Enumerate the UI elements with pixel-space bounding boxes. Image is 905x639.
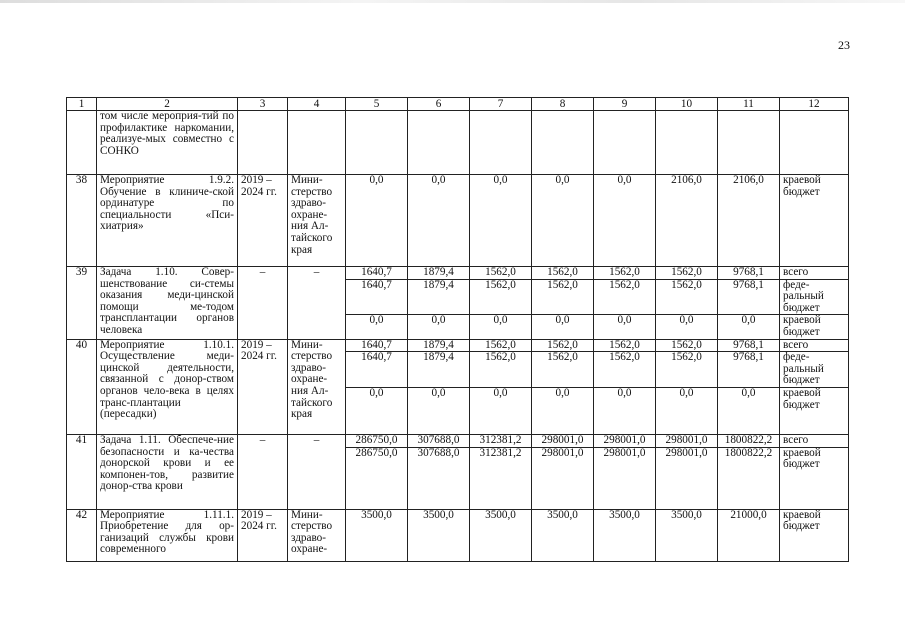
value-total: 9768,1	[718, 279, 780, 315]
value-2019: 286750,0	[346, 434, 408, 447]
row-number: 41	[67, 434, 97, 509]
scan-edge	[0, 0, 905, 3]
value-2020: 1879,4	[408, 267, 470, 280]
row-number: 38	[67, 175, 97, 267]
value-2020: 307688,0	[408, 447, 470, 509]
value-2021: 0,0	[470, 175, 532, 267]
value-2022: 0,0	[532, 315, 594, 339]
row-number: 42	[67, 509, 97, 561]
value-2022: 1562,0	[532, 279, 594, 315]
value-2022: 1562,0	[532, 339, 594, 352]
executor-cell	[288, 111, 346, 175]
value-total: 9768,1	[718, 267, 780, 280]
value-2020: 0,0	[408, 175, 470, 267]
value-2022: 0,0	[532, 387, 594, 434]
program-table	[66, 97, 849, 562]
column-number: 10	[656, 98, 718, 111]
value-2022: 3500,0	[532, 509, 594, 561]
table-row-39	[67, 267, 849, 280]
column-number: 8	[532, 98, 594, 111]
column-number: 3	[238, 98, 288, 111]
activity-name: Мероприятие 1.9.2. Обучение в клиниче-ской ординатуре по специальности «Пси-хиатрия»	[97, 175, 238, 267]
value-2021: 3500,0	[470, 509, 532, 561]
value-2020: 1879,4	[408, 352, 470, 388]
value-total: 9768,1	[718, 339, 780, 352]
value-2021: 1562,0	[470, 352, 532, 388]
value-2023: 1562,0	[594, 352, 656, 388]
table-row-38	[67, 175, 849, 267]
value-2020: 1879,4	[408, 279, 470, 315]
executor-cell: Мини-стерство здраво-охране-ния Ал-тайского края	[288, 339, 346, 434]
value-2022: 1562,0	[532, 267, 594, 280]
period-cell: 2019 – 2024 гг.	[238, 339, 288, 434]
value-2020: 0,0	[408, 387, 470, 434]
value-2019: 0,0	[346, 175, 408, 267]
table-row-42	[67, 509, 849, 561]
value-2019: 0,0	[346, 315, 408, 339]
value-2023: 0,0	[594, 387, 656, 434]
column-number: 12	[780, 98, 849, 111]
executor-cell: –	[288, 267, 346, 340]
row-number	[67, 111, 97, 175]
value-2019: 3500,0	[346, 509, 408, 561]
funding-source: всего	[780, 434, 849, 447]
value-total: 21000,0	[718, 509, 780, 561]
value-2021: 1562,0	[470, 267, 532, 280]
funding-source: феде-ральный бюджет	[780, 279, 849, 315]
value-2021: 0,0	[470, 315, 532, 339]
table-row-40	[67, 339, 849, 352]
column-number: 6	[408, 98, 470, 111]
value-2023: 298001,0	[594, 447, 656, 509]
period-cell: 2019 – 2024 гг.	[238, 175, 288, 267]
value-2021: 1562,0	[470, 279, 532, 315]
value-2020: 1879,4	[408, 339, 470, 352]
value-2022: 0,0	[532, 175, 594, 267]
period-cell	[238, 111, 288, 175]
value-2023: 1562,0	[594, 267, 656, 280]
value-2022: 298001,0	[532, 447, 594, 509]
table-row-41	[67, 434, 849, 447]
funding-source: всего	[780, 267, 849, 280]
executor-cell: Мини-стерство здраво-охране-ния Ал-тайского края	[288, 175, 346, 267]
funding-source: краевой бюджет	[780, 447, 849, 509]
value-2024: 1562,0	[656, 279, 718, 315]
table-row-continuation	[67, 111, 849, 175]
value-2024: 0,0	[656, 387, 718, 434]
column-number: 2	[97, 98, 238, 111]
value-2020: 3500,0	[408, 509, 470, 561]
value-2024: 1562,0	[656, 352, 718, 388]
value-2019: 1640,7	[346, 339, 408, 352]
value-2024: 2106,0	[656, 175, 718, 267]
value-2023: 1562,0	[594, 279, 656, 315]
value-2024: 298001,0	[656, 447, 718, 509]
value-2023: 1562,0	[594, 339, 656, 352]
value-2022: 1562,0	[532, 352, 594, 388]
value-2019: 286750,0	[346, 447, 408, 509]
value-total: 1800822,2	[718, 447, 780, 509]
activity-name: том числе мероприя-тий по профилактике наркомании, реализуе-мых совместно с СОНКО	[97, 111, 238, 175]
value-2024: 3500,0	[656, 509, 718, 561]
value-2019: 0,0	[346, 387, 408, 434]
value-2024: 0,0	[656, 315, 718, 339]
period-cell: –	[238, 267, 288, 340]
value-2024: 1562,0	[656, 339, 718, 352]
funding-source: краевой бюджет	[780, 175, 849, 267]
executor-cell: Мини-стерство здраво-охране-	[288, 509, 346, 561]
column-number: 5	[346, 98, 408, 111]
period-cell: 2019 – 2024 гг.	[238, 509, 288, 561]
page-number: 23	[838, 38, 850, 52]
column-numbers-row	[67, 98, 849, 111]
executor-cell: –	[288, 434, 346, 509]
activity-name: Задача 1.10. Совер-шенствование си-стемы оказания меди-цинской помощи ме-тодом трансплантации органов человека	[97, 267, 238, 340]
funding-source: феде-ральный бюджет	[780, 352, 849, 388]
column-number: 9	[594, 98, 656, 111]
period-cell: –	[238, 434, 288, 509]
column-number: 4	[288, 98, 346, 111]
value-2023: 298001,0	[594, 434, 656, 447]
value-2023: 0,0	[594, 315, 656, 339]
value-total: 0,0	[718, 387, 780, 434]
value-2023: 3500,0	[594, 509, 656, 561]
value-2021: 1562,0	[470, 339, 532, 352]
value-2020: 0,0	[408, 315, 470, 339]
value-2021: 312381,2	[470, 434, 532, 447]
column-number: 7	[470, 98, 532, 111]
funding-source: краевой бюджет	[780, 509, 849, 561]
value-2024: 1562,0	[656, 267, 718, 280]
activity-name: Мероприятие 1.10.1. Осуществление меди-цинской деятельности, связанной с донор-ством органов чело-века в целях транс-плантации (пересадки)	[97, 339, 238, 434]
value-2024: 298001,0	[656, 434, 718, 447]
value-2019: 1640,7	[346, 267, 408, 280]
funding-source: всего	[780, 339, 849, 352]
funding-source: краевой бюджет	[780, 315, 849, 339]
value-2019: 1640,7	[346, 352, 408, 388]
value-2022: 298001,0	[532, 434, 594, 447]
value-2019: 1640,7	[346, 279, 408, 315]
value-2021: 312381,2	[470, 447, 532, 509]
column-number: 11	[718, 98, 780, 111]
value-2023: 0,0	[594, 175, 656, 267]
value-total: 2106,0	[718, 175, 780, 267]
value-2021: 0,0	[470, 387, 532, 434]
value-total: 9768,1	[718, 352, 780, 388]
funding-source: краевой бюджет	[780, 387, 849, 434]
value-total: 1800822,2	[718, 434, 780, 447]
row-number: 40	[67, 339, 97, 434]
value-total: 0,0	[718, 315, 780, 339]
column-number: 1	[67, 98, 97, 111]
activity-name: Мероприятие 1.11.1. Приобретение для ор-ганизаций службы крови современного	[97, 509, 238, 561]
value-2020: 307688,0	[408, 434, 470, 447]
row-number: 39	[67, 267, 97, 340]
activity-name: Задача 1.11. Обеспече-ние безопасности и ка-чества донорской крови и ее компонен-тов, развитие донор-ства крови	[97, 434, 238, 509]
